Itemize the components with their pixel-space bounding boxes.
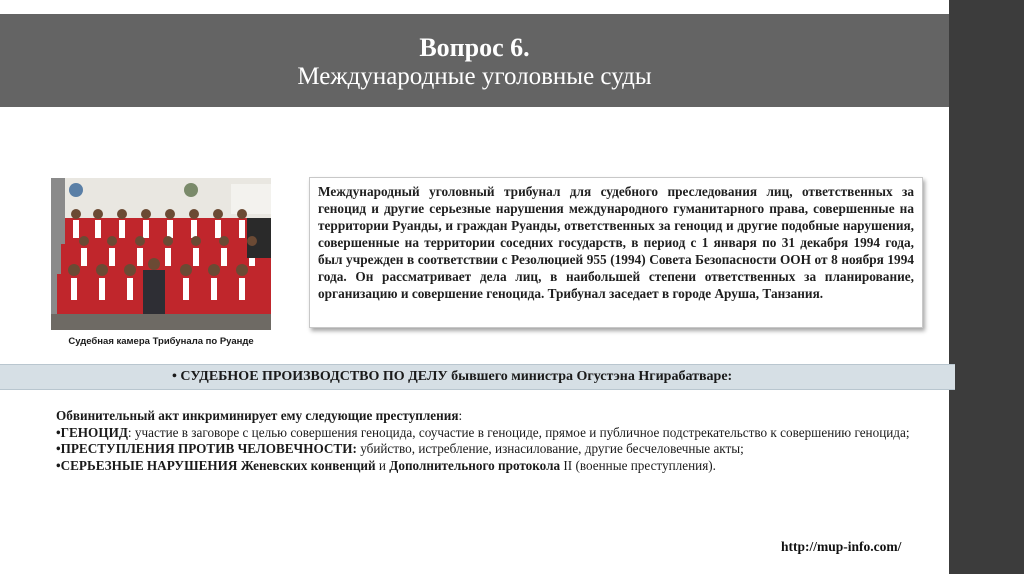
tribunal-description-text: Международный уголовный трибунал для судебного преследования лиц, ответственных за геноцид и другие серьезные нарушения международного гуманитарного права, совершенные на территории Руанды, и граждан Руанды, ответственных за геноцид и другие подобные нарушения, совершенные на территории соседних государств, в период с 1 января по 31 декабря 1994 года, был учрежден в соответствии с Резолюцией 955 (1994) Совета Безопасности ООН от 8 ноября 1994 года. Он рассматривает дела лиц, в наибольшей степени ответственных за планирование, организацию и совершение геноцида. Трибунал заседает в городе Аруша, Танзания. [318,184,914,301]
charge-war-and: и [375,457,390,473]
charge-genocide-text: : участие в заговоре с целью совершения геноцида, соучастие в геноциде, прямое и публичное подстрекательство к совершению геноцида; [127,424,910,440]
slide-title: Вопрос 6. [419,33,530,62]
charge-genocide [56,425,916,442]
slide-subtitle: Международные уголовные суды [297,63,652,90]
charge-war-label: •СЕРЬЕЗНЫЕ НАРУШЕНИЯ [56,457,238,473]
right-sidebar [949,0,1024,574]
indictment-intro-rest: : [458,408,463,423]
charge-genocide-label: •ГЕНОЦИД [56,424,128,440]
indictment-intro-bold: Обвинительный акт инкриминирует ему следующие преступления [56,408,459,423]
charge-crimes-against-humanity [56,441,916,458]
section-heading-band [0,364,955,390]
photo-caption: Судебная камера Трибунала по Руанде [68,336,254,347]
title-banner [0,14,949,107]
charge-war-protocol: Дополнительного протокола [389,457,561,473]
section-heading: • СУДЕБНОЕ ПРОИЗВОДСТВО ПО ДЕЛУ бывшего министра Огустэна Нгирабатваре: [172,369,733,384]
charge-cah-text: убийство, истребление, изнасилование, другие бесчеловечные акты; [356,441,744,456]
charge-war-geneva: Женевских конвенций [240,457,376,473]
indictment-details [56,408,916,474]
indictment-intro [56,408,916,425]
source-url[interactable]: http://mup-info.com/ [781,539,902,554]
tribunal-description-box [309,177,923,328]
tribunal-photo-illustration [51,178,271,330]
charge-war-crimes [56,458,916,475]
charge-cah-label: •ПРЕСТУПЛЕНИЯ ПРОТИВ ЧЕЛОВЕЧНОСТИ: [56,441,357,456]
charge-war-text: II (военные преступления). [560,457,716,473]
tribunal-photo [51,178,271,330]
